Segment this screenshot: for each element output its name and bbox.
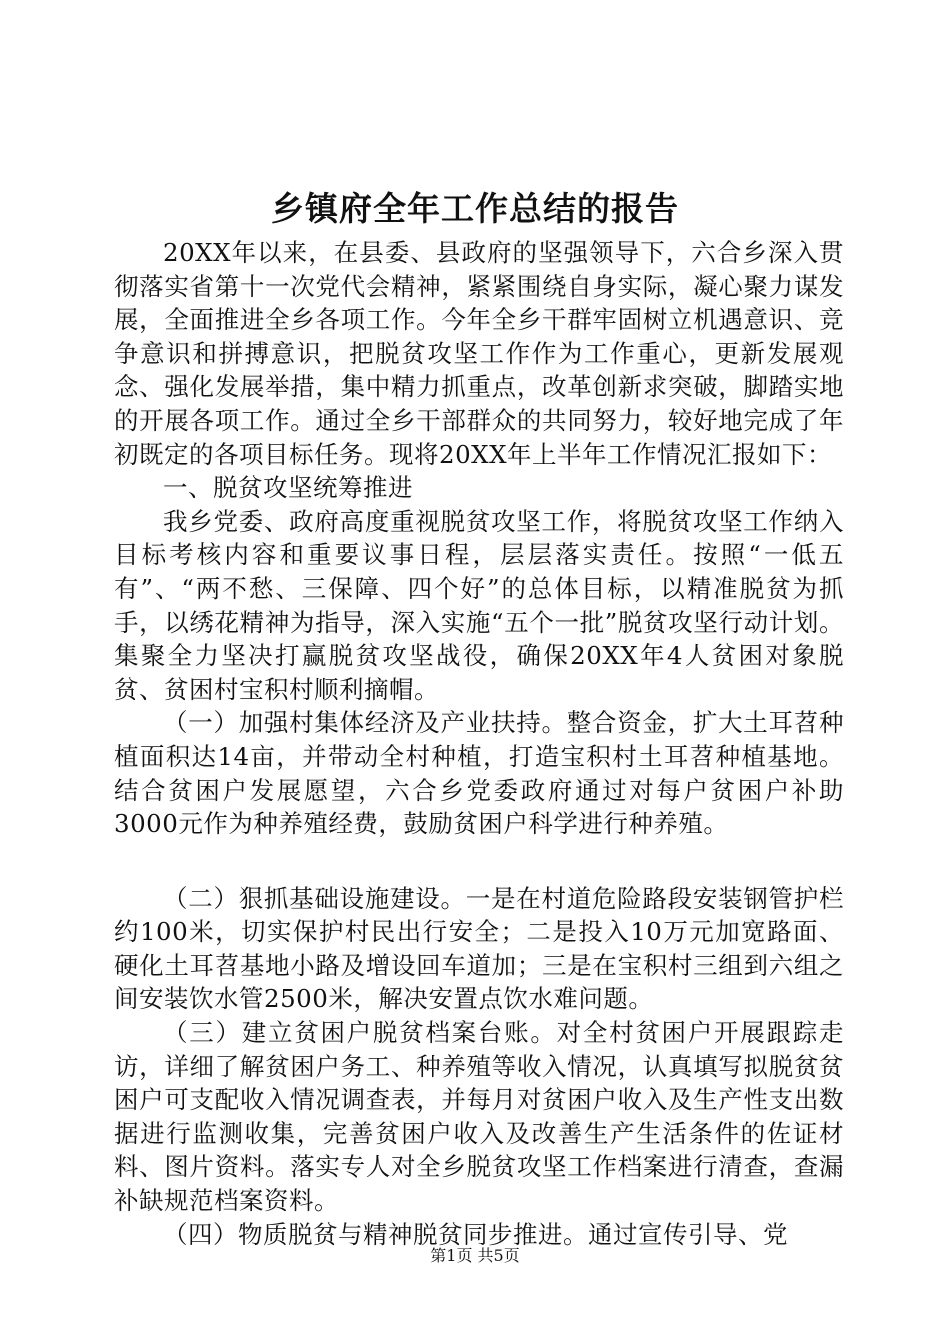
paragraph-item-1: （一）加强村集体经济及产业扶持。整合资金，扩大土耳苕种植面积达14亩，并带动全村种植，打造宝积村土耳苕种植基地。结合贫困户发展愿望，六合乡党委政府通过对每户贫困户补助3000元作为种养殖经费，鼓励贫困户科学进行种养殖。	[114, 708, 844, 839]
paragraph-item-3: （三）建立贫困户脱贫档案台账。对全村贫困户开展跟踪走访，详细了解贫困户务工、种养殖等收入情况，认真填写拟脱贫贫困户可支配收入情况调查表，并每月对贫困户收入及生产性支出数据进行监测收集，完善贫困户收入及改善生产生活条件的佐证材料、图片资料。落实专人对全乡脱贫攻坚工作档案进行清查，查漏补缺规范档案资料。	[114, 1018, 844, 1216]
page-indicator: 第1页 共5页	[430, 1246, 520, 1265]
document-body	[114, 236, 844, 1251]
paragraph-item-2: （二）狠抓基础设施建设。一是在村道危险路段安装钢管护栏约100米，切实保护村民出行安全；二是投入10万元加宽路面、硬化土耳苕基地小路及增设回车道加；三是在宝积村三组到六组之间安装饮水管2500米，解决安置点饮水难问题。	[114, 883, 844, 1014]
paragraph-poverty-overview: 我乡党委、政府高度重视脱贫攻坚工作，将脱贫攻坚工作纳入目标考核内容和重要议事日程，层层落实责任。按照“一低五有”、“两不愁、三保障、四个好”的总体目标，以精准脱贫为抓手，以绣花精神为指导，深入实施“五个一批”脱贫攻坚行动计划。集聚全力坚决打赢脱贫攻坚战役，确保20XX年4人贫困对象脱贫、贫困村宝积村顺利摘帽。	[114, 506, 844, 704]
section-heading-poverty: 一、脱贫攻坚统筹推进	[163, 473, 413, 503]
paragraph-intro: 20XX年以来，在县委、县政府的坚强领导下，六合乡深入贯彻落实省第十一次党代会精神，紧紧围绕自身实际，凝心聚力谋发展，全面推进全乡各项工作。今年全乡干群牢固树立机遇意识、竞争意识和拼搏意识，把脱贫攻坚工作作为工作重心，更新发展观念、强化发展举措，集中精力抓重点，改革创新求突破，脚踏实地的开展各项工作。通过全乡干部群众的共同努力，较好地完成了年初既定的各项目标任务。现将20XX年上半年工作情况汇报如下：	[114, 238, 844, 469]
document-title: 乡镇府全年工作总结的报告	[271, 189, 679, 228]
paragraph-item-4: （四）物质脱贫与精神脱贫同步推进。通过宣传引导、党	[163, 1219, 788, 1249]
